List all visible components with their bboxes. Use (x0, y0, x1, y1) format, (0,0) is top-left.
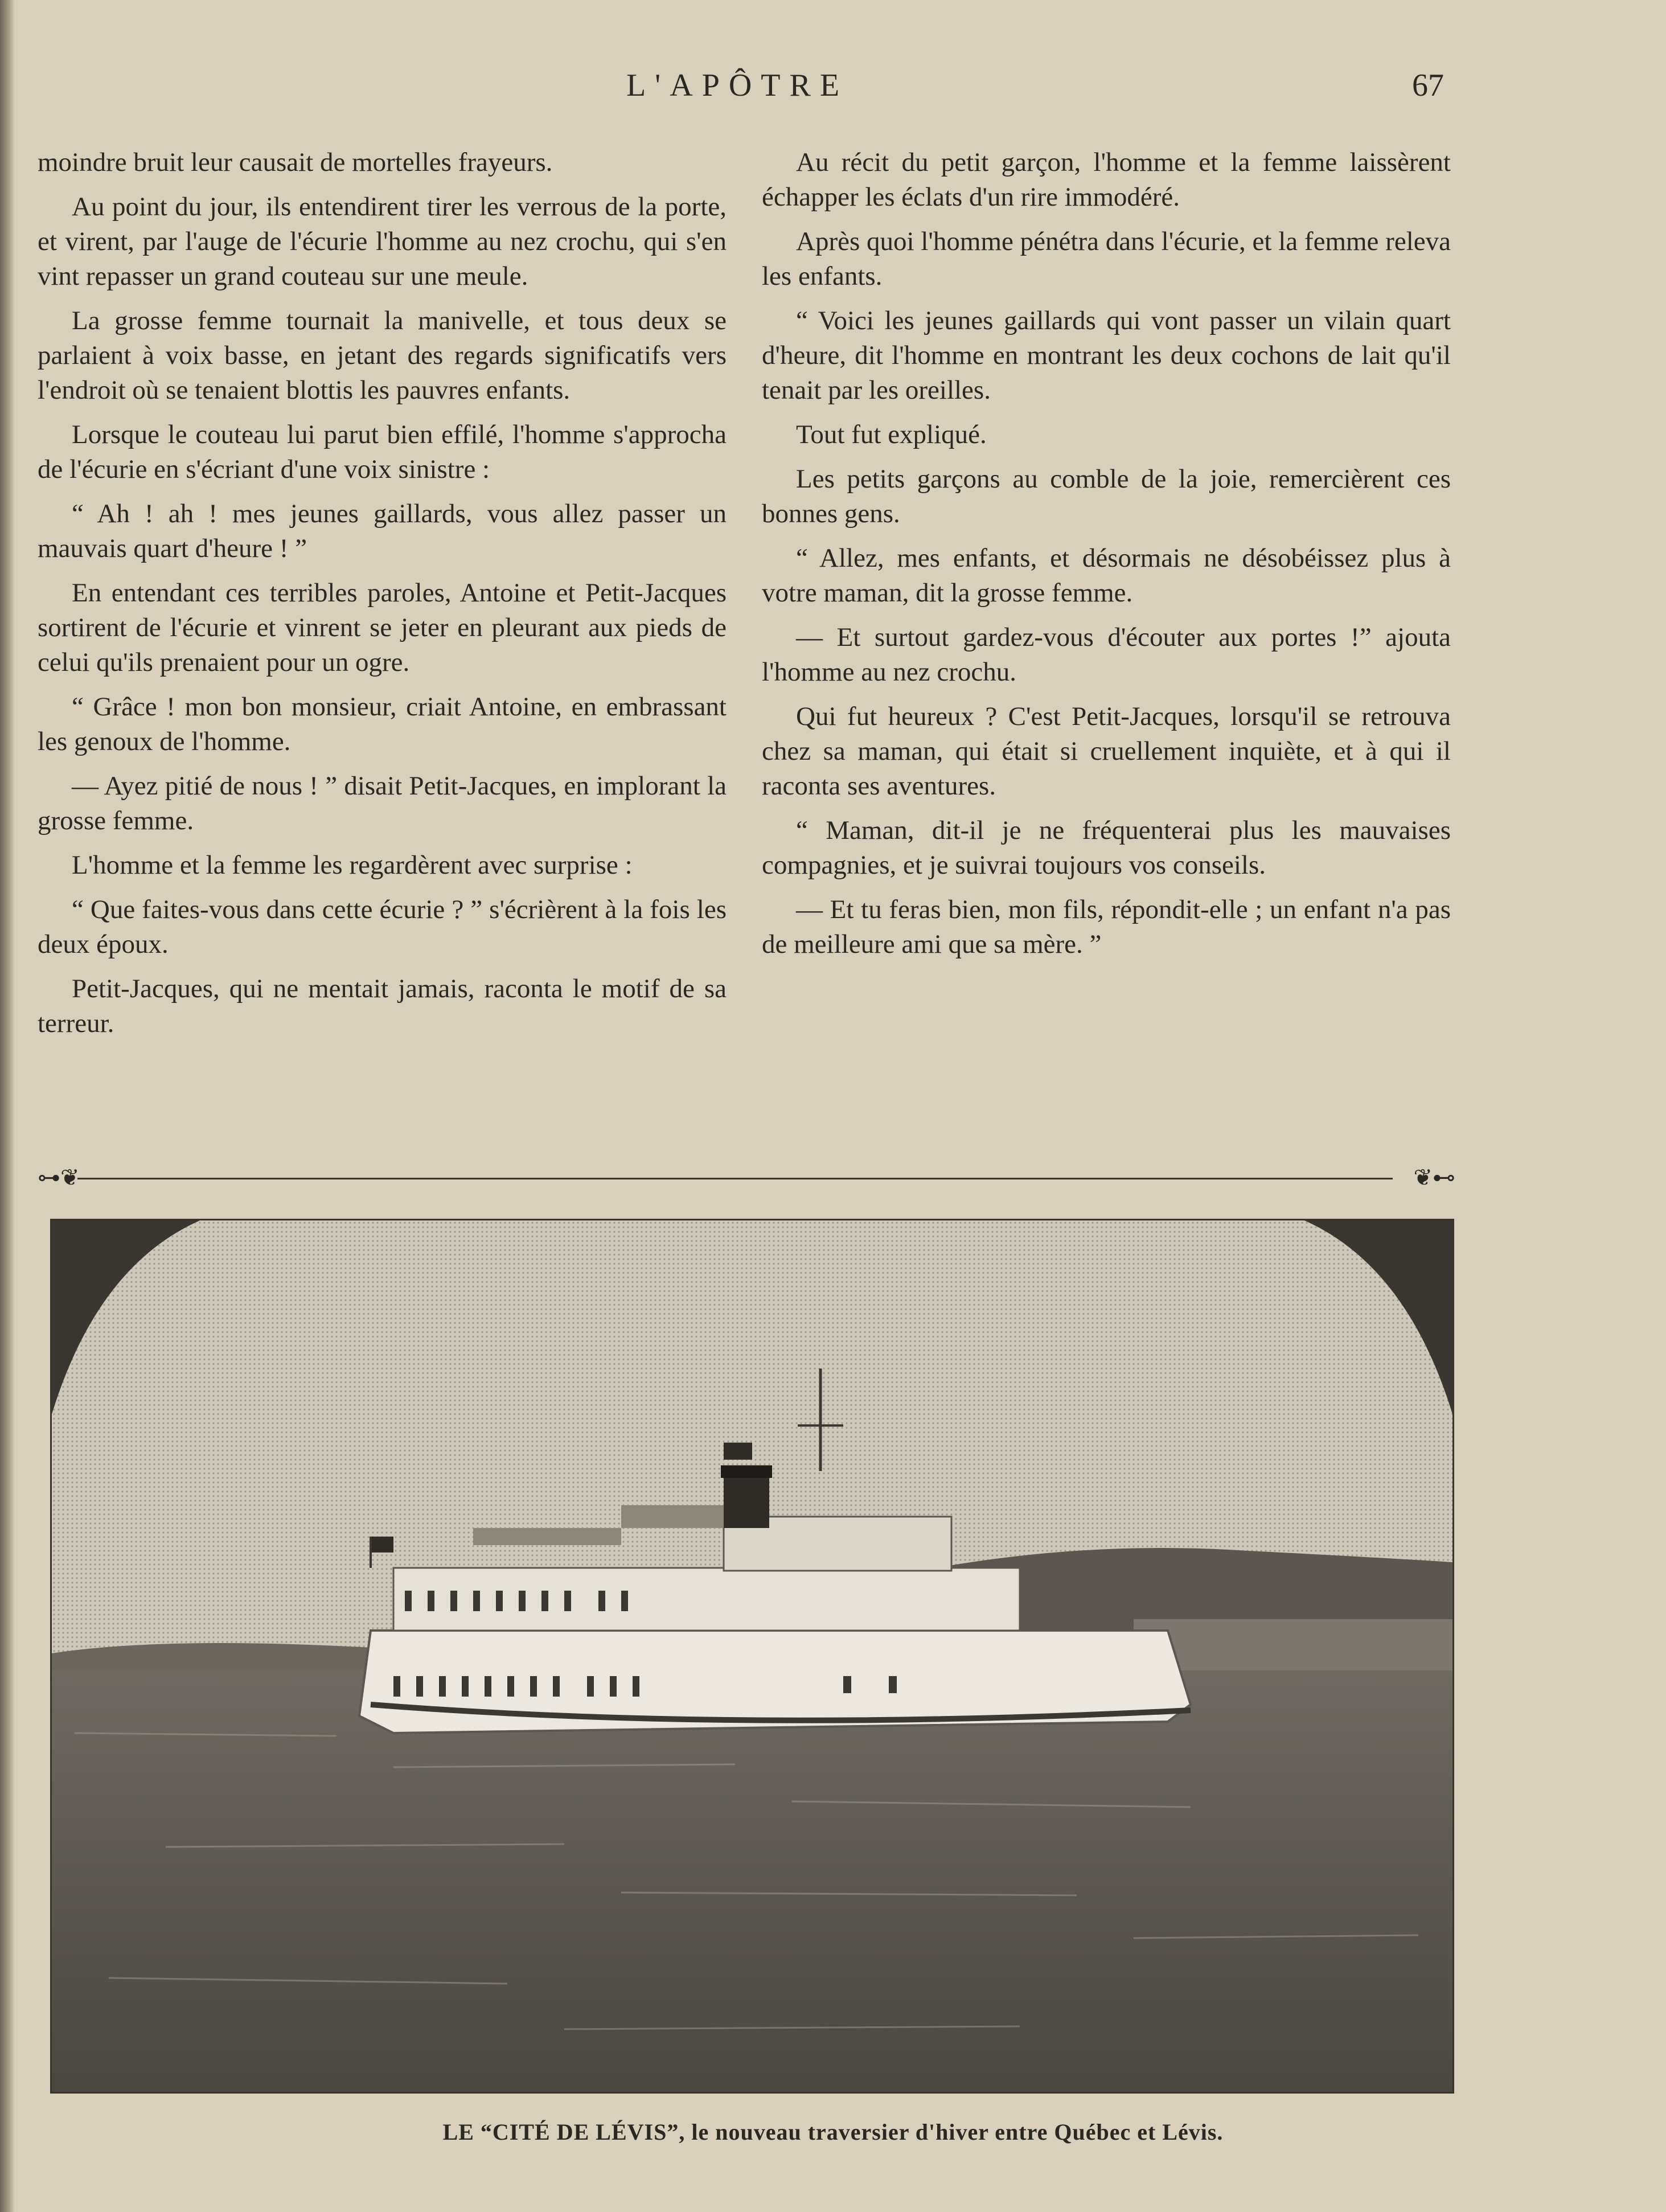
ornamental-divider (38, 1166, 1455, 1189)
paragraph: La grosse femme tournait la manivelle, et tous deux se parlaient à voix basse, en jetant des regards significatifs vers l'endroit où se tenaient blottis les pauvres enfants. (38, 306, 727, 405)
ship-illustration (52, 1220, 1452, 2092)
fleuron-right-icon: ❦⊷ (1413, 1165, 1455, 1190)
paragraph: Après quoi l'homme pénétra dans l'écurie, et la femme releva les enfants. (762, 227, 1451, 291)
paragraph: Qui fut heureux ? C'est Petit-Jacques, lorsqu'il se retrouva chez sa maman, qui était si cruellement inquiète, et à qui il raconta ses aventures. (762, 702, 1451, 801)
paragraph: “ Allez, mes enfants, et désormais ne désobéissez plus à votre maman, dit la grosse femme. (762, 543, 1451, 608)
page-binding-edge (0, 0, 15, 2212)
paragraph: Tout fut expliqué. (796, 420, 987, 449)
paragraph: “ Grâce ! mon bon monsieur, criait Antoine, en embrassant les genoux de l'homme. (38, 692, 727, 756)
left-text-column (38, 145, 727, 1051)
paragraph: “ Que faites-vous dans cette écurie ? ” s'écrièrent à la fois les deux époux. (38, 895, 727, 959)
fleuron-left-icon: ⊶❦ (38, 1165, 80, 1190)
page-number: 67 (1412, 68, 1444, 103)
paragraph: L'homme et la femme les regardèrent avec surprise : (72, 850, 633, 880)
paragraph: “ Ah ! ah ! mes jeunes gaillards, vous allez passer un mauvais quart d'heure ! ” (38, 499, 727, 563)
paragraph: “ Maman, dit-il je ne fréquenterai plus les mauvaises compagnies, et je suivrai toujours vos conseils. (762, 816, 1451, 880)
divider-line-right (766, 1178, 1393, 1179)
running-header-title: L'APÔTRE (626, 68, 849, 103)
paragraph: — Et surtout gardez-vous d'écouter aux portes !” ajouta l'homme au nez crochu. (762, 622, 1451, 687)
right-text-column (762, 145, 1451, 972)
paragraph: moindre bruit leur causait de mortelles frayeurs. (38, 148, 553, 177)
paragraph: — Ayez pitié de nous ! ” disait Petit-Jacques, en implorant la grosse femme. (38, 771, 727, 835)
divider-line-left (77, 1178, 795, 1179)
photo-caption: LE “CITÉ DE LÉVIS”, le nouveau traversier d'hiver entre Québec et Lévis. (442, 2119, 1224, 2145)
paragraph: Petit-Jacques, qui ne mentait jamais, raconta le motif de sa terreur. (38, 974, 727, 1038)
paragraph: Les petits garçons au comble de la joie, remercièrent ces bonnes gens. (762, 464, 1451, 529)
paragraph: — Et tu feras bien, mon fils, répondit-elle ; un enfant n'a pas de meilleure ami que sa mère. ” (762, 895, 1451, 959)
paragraph: Au récit du petit garçon, l'homme et la femme laissèrent échapper les éclats d'un rire immodéré. (762, 148, 1451, 212)
paragraph: En entendant ces terribles paroles, Antoine et Petit-Jacques sortirent de l'écurie et vinrent se jeter en pleurant aux pieds de celui qu'ils prenaient pour un ogre. (38, 578, 727, 677)
paragraph: “ Voici les jeunes gaillards qui vont passer un vilain quart d'heure, dit l'homme en montrant les deux cochons de lait qu'il tenait par les oreilles. (762, 306, 1451, 405)
paragraph: Lorsque le couteau lui parut bien effilé, l'homme s'approcha de l'écurie en s'écriant d'une voix sinistre : (38, 420, 727, 484)
ferry-photograph (50, 1219, 1454, 2094)
paragraph: Au point du jour, ils entendirent tirer les verrous de la porte, et virent, par l'auge de l'écurie l'homme au nez crochu, qui s'en vint repasser un grand couteau sur une meule. (38, 192, 727, 291)
